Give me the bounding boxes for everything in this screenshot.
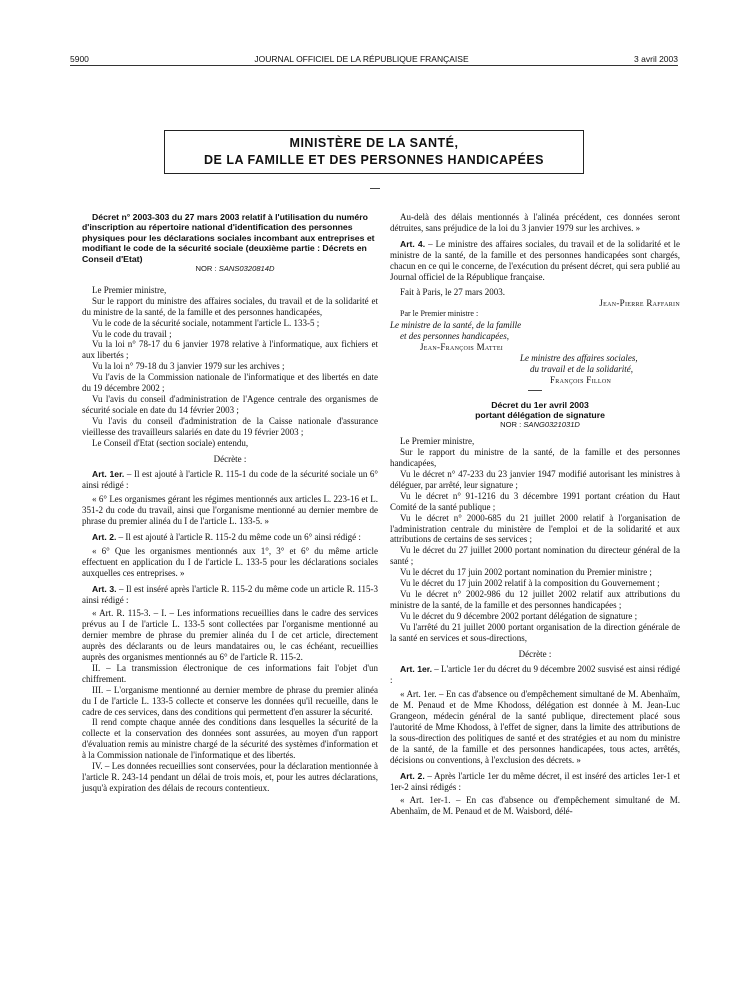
ministry-line-2: DE LA FAMILLE ET DES PERSONNES HANDICAPÉES — [203, 153, 545, 167]
decree2-article-2-quote: « Art. 1er-1. – En cas d'absence ou d'empêchement simultané de M. Abenhaïm, de M. Penaud et de M. Waisbord, délé- — [390, 795, 680, 817]
decree1-article-3-para: « Art. R. 115-3. – I. – Les informations recueillies dans le cadre des services prévus au I de l'article L. 133-5 sont collectées par l'organisme mentionné au dernier membre de phrase du premier alinéa du I de cet article, directement auprès des déclarants ou de leurs mandataires ou, le cas échéant, recueillies auprès des organismes mentionnés au 6° de l'article R. 115-2. — [82, 608, 378, 663]
decree-separator — [528, 390, 542, 391]
article-label: Art. 4. — [400, 238, 426, 249]
decree1-visa: Sur le rapport du ministre des affaires sociales, du travail et de la solidarité et du ministre de la santé, de la famille et des personnes handicapées, — [82, 295, 378, 317]
signature-prime-minister: Jean-Pierre Raffarin — [599, 298, 680, 309]
minister-affaires-line-1: Le ministre des affaires sociales, — [520, 352, 638, 363]
decree2-visa: Vu le décret n° 47-233 du 23 janvier 1947 modifié autorisant les ministres à déléguer, par arrêté, leur signature ; — [390, 469, 680, 490]
page-number: 5900 — [70, 54, 89, 64]
decree1-article-3-para: IV. – Les données recueillies sont conservées, pour la déclaration mentionnée à l'article R. 243-14 pendant un délai de trois mois, et, pour les autres déclarations, jusqu'à expiration des délais de recours contentieux. — [82, 761, 378, 793]
decree1-article-1-quote: « 6° Les organismes gérant les régimes mentionnés aux articles L. 223-16 et L. 351-2 du code du travail, ainsi que l'organisme mentionné au dernier membre de phrase du premier alinéa du I de l'article L. 133-5. » — [82, 494, 378, 527]
decree2-article-2: Art. 2. – Après l'article 1er du même décret, il est inséré des articles 1er-1 et 1er-2 ainsi rédigés : — [390, 770, 680, 792]
article-label: Art. 2. — [92, 531, 117, 542]
decree1-nor-label: NOR : — [195, 264, 217, 274]
minister-sante-line-2: et des personnes handicapées, — [400, 331, 509, 342]
decree1-visa: Vu l'avis de la Commission nationale de l'informatique et des libertés en date du 19 décembre 2002 ; — [82, 372, 378, 394]
decree2-visa: Vu l'arrêté du 21 juillet 2000 portant organisation de la direction générale de la santé en services et sous-directions, — [390, 621, 680, 643]
decree2-visa: Sur le rapport du ministre de la santé, de la famille et des personnes handicapées, — [390, 447, 680, 469]
decree1-visa: Vu le code de la sécurité sociale, notamment l'article L. 133-5 ; — [92, 317, 320, 328]
decree2-visa: Vu le décret n° 2000-685 du 21 juillet 2000 relatif à l'organisation de l'administration centrale du ministère de l'emploi et de la solidarité et aux attributions de certains de ses services ; — [390, 512, 680, 545]
decree1-article-1: Art. 1er. – Il est ajouté à l'article R. 115-1 du code de la sécurité sociale un 6° ainsi rédigé : — [82, 469, 378, 491]
decree2-visa: Vu le décret n° 91-1216 du 3 décembre 1991 portant création du Haut Comité de la santé publique ; — [390, 490, 680, 512]
decree1-decrete: Décrète : — [213, 453, 247, 464]
decree2-premier: Le Premier ministre, — [400, 436, 475, 447]
header-rule — [70, 65, 678, 66]
decree2-nor-label: NOR : — [500, 420, 522, 430]
decree2-visa: Vu le décret n° 2002-986 du 12 juillet 2002 relatif aux attributions du ministre de la santé, de la famille et des personnes handicapées ; — [390, 589, 680, 610]
issue-date: 3 avril 2003 — [634, 54, 678, 64]
decree1-fait: Fait à Paris, le 27 mars 2003. — [400, 287, 505, 298]
decree2-title-line-2: portant délégation de signature — [475, 410, 605, 420]
article-label: Art. 1er. — [400, 664, 433, 675]
decree1-article-2: Art. 2. – Il est ajouté à l'article R. 115-2 du même code un 6° ainsi rédigé : — [92, 531, 361, 542]
decree2-visa: Vu le décret du 27 juillet 2000 portant nomination du directeur général de la santé ; — [390, 545, 680, 567]
ministry-line-1: MINISTÈRE DE LA SANTÉ, — [289, 136, 459, 150]
decree1-visa: Vu l'avis du conseil d'administration de l'Agence centrale des organismes de sécurité sociale en date du 14 février 2003 ; — [82, 394, 378, 415]
signature-sante: Jean-François Mattei — [420, 341, 504, 352]
decree1-article-3-para: III. – L'organisme mentionné au dernier membre de phrase du premier alinéa du I de l'article L. 133-5 collecte et conserve les données qu'il recueille, dans le cadre de ces services, dans des conditions qui permettent d'en assurer la sécurité. — [82, 684, 378, 717]
par-premier-ministre: Par le Premier ministre : — [400, 309, 479, 319]
left-column — [82, 212, 378, 794]
decree2-visa: Vu le décret du 9 décembre 2002 portant délégation de signature ; — [400, 610, 638, 621]
decree1-article-2-quote: « 6° Que les organismes mentionnés aux 1°, 3° et 6° du même article effectuent en application du I de l'article L. 133-5 pour les déclarations sociales auxquelles ces entreprises. » — [82, 545, 378, 578]
decree1-visa: Vu l'avis du conseil d'administration de la Caisse nationale d'assurance vieillesse des travailleurs salariés en date du 19 février 2003 ; — [82, 415, 378, 437]
decree1-article-3: Art. 3. – Il est inséré après l'article R. 115-2 du même code un article R. 115-3 ainsi rédigé : — [82, 583, 378, 605]
decree2-visa: Vu le décret du 17 juin 2002 portant nomination du Premier ministre ; — [400, 567, 652, 578]
signature-affaires: François Fillon — [550, 374, 612, 385]
article-label: Art. 1er. — [92, 469, 125, 480]
article-label: Art. 3. — [92, 583, 117, 594]
decree1-nor — [82, 264, 378, 275]
minister-sante-line-1: Le ministre de la santé, de la famille — [390, 320, 522, 331]
decree1-visa: Vu le code du travail ; — [92, 328, 172, 339]
decree1-premier: Le Premier ministre, — [92, 284, 167, 295]
page-header — [70, 52, 678, 66]
decree2-decrete: Décrète : — [518, 648, 552, 659]
decree1-title: Décret n° 2003-303 du 27 mars 2003 relatif à l'utilisation du numéro d'inscription au répertoire national d'identification des personnes physiques pour les déclarations sociales incombant aux entreprises et modifiant le code de la sécurité sociale (deuxième partie : Décrets en Conseil d'Etat) — [82, 212, 375, 264]
decree1-article-4: Art. 4. – Le ministre des affaires sociales, du travail et de la solidarité et le ministre de la santé, de la famille et des personnes handicapées sont chargés, chacun en ce qui le concerne, de l'exécution du présent décret, qui sera publié au Journal officiel de la République française. — [390, 238, 681, 282]
journal-title: JOURNAL OFFICIEL DE LA RÉPUBLIQUE FRANÇAISE — [254, 54, 469, 64]
decree2-nor-code: SANG0321031D — [523, 420, 580, 430]
ministry-heading — [164, 130, 584, 174]
decree1-visa: Le Conseil d'Etat (section sociale) entendu, — [92, 437, 249, 448]
decree2-visa: Vu le décret du 17 juin 2002 relatif à la composition du Gouvernement ; — [400, 578, 660, 589]
section-separator — [370, 188, 380, 189]
decree2-article-1: Art. 1er. – L'article 1er du décret du 9 décembre 2002 susvisé est ainsi rédigé : — [390, 664, 680, 686]
decree1-continuation: Au-delà des délais mentionnés à l'alinéa précédent, ces données seront détruites, sans préjudice de la loi du 3 janvier 1979 sur les archives. » — [390, 212, 680, 233]
decree2-nor — [390, 420, 680, 431]
decree2-article-1-quote: « Art. 1er. – En cas d'absence ou d'empêchement simultané de M. Abenhaïm, de M. Penaud et de Mme Khodoss, délégation est donnée à M. Jean-Luc Grangeon, médecin général de la santé publique, directement placé sous l'autorité de Mme Khodoss, à l'effet de signer, dans la limite des attributions de la sous-direction des politiques de santé et des stratégies et au nom du ministre de la santé, de la famille et des personnes handicapées, tous actes, arrêtés, décisions ou conventions, à l'exclusion des décrets. » — [390, 689, 680, 765]
article-label: Art. 2. — [400, 770, 425, 781]
right-column — [390, 212, 680, 817]
decree2-title-line-1: Décret du 1er avril 2003 — [491, 399, 589, 410]
minister-affaires-line-2: du travail et de la solidarité, — [530, 363, 633, 374]
decree1-visa: Vu la loi n° 79-18 du 3 janvier 1979 sur les archives ; — [92, 361, 285, 372]
decree1-article-3-para: II. – La transmission électronique de ces informations fait l'objet d'un chiffrement. — [82, 662, 378, 684]
decree1-article-3-para: Il rend compte chaque année des conditions dans lesquelles la sécurité de la collecte et la conservation des données sont assurées, au moyen d'un rapport d'évaluation remis au ministre chargé de la sécurité des systèmes d'information et à la Commission nationale de l'informatique et des libertés. — [82, 717, 378, 761]
decree1-nor-code: SANS0320814D — [218, 264, 275, 274]
decree1-visa: Vu la loi n° 78-17 du 6 janvier 1978 relative à l'informatique, aux fichiers et aux libertés ; — [82, 339, 378, 361]
